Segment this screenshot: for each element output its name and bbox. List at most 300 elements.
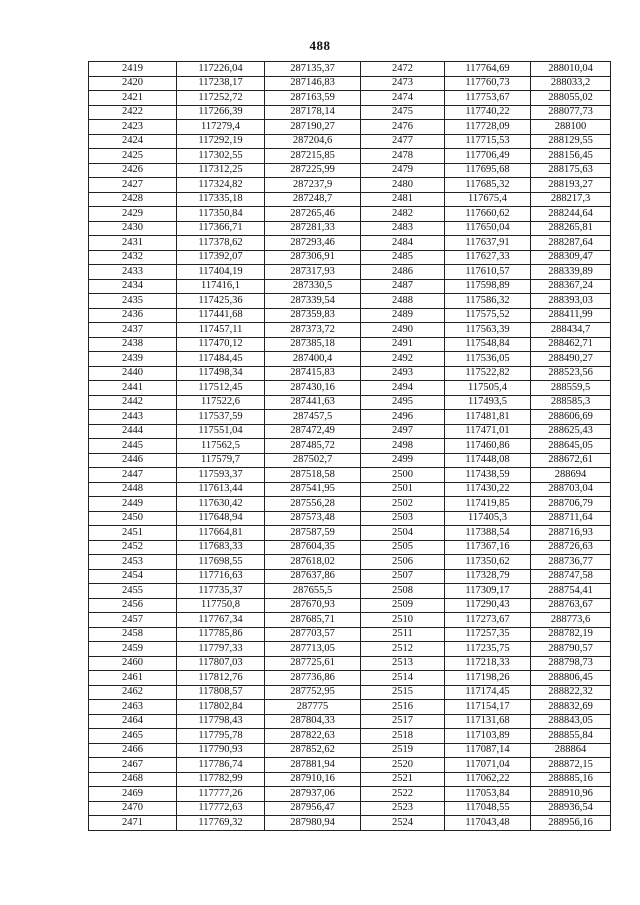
- x-coordinate-left-cell: 117484,45: [177, 352, 265, 367]
- coordinates-table-container: [88, 61, 610, 831]
- x-coordinate-right-cell: 117071,04: [445, 758, 531, 773]
- y-coordinate-left-cell: 287881,94: [265, 758, 361, 773]
- table-row: [89, 482, 611, 497]
- y-coordinate-left-cell: 287339,54: [265, 294, 361, 309]
- x-coordinate-left-cell: 117522,6: [177, 395, 265, 410]
- x-coordinate-left-cell: 117551,04: [177, 424, 265, 439]
- table-row: [89, 453, 611, 468]
- table-row: [89, 671, 611, 686]
- y-coordinate-right-cell: 288217,3: [531, 192, 611, 207]
- x-coordinate-right-cell: 117257,35: [445, 627, 531, 642]
- x-coordinate-right-cell: 117764,69: [445, 62, 531, 77]
- x-coordinate-left-cell: 117698,55: [177, 555, 265, 570]
- point-number-right-cell: 2510: [361, 613, 445, 628]
- point-number-right-cell: 2513: [361, 656, 445, 671]
- table-row: [89, 584, 611, 599]
- y-coordinate-right-cell: 288798,73: [531, 656, 611, 671]
- coordinates-table: [88, 61, 611, 831]
- point-number-left-cell: 2437: [89, 323, 177, 338]
- table-row: [89, 366, 611, 381]
- point-number-right-cell: 2482: [361, 207, 445, 222]
- y-coordinate-right-cell: 288393,03: [531, 294, 611, 309]
- y-coordinate-left-cell: 287685,71: [265, 613, 361, 628]
- table-row: [89, 236, 611, 251]
- x-coordinate-right-cell: 117598,89: [445, 279, 531, 294]
- point-number-right-cell: 2500: [361, 468, 445, 483]
- point-number-right-cell: 2505: [361, 540, 445, 555]
- table-row: [89, 714, 611, 729]
- x-coordinate-right-cell: 117430,22: [445, 482, 531, 497]
- y-coordinate-right-cell: 288033,2: [531, 76, 611, 91]
- x-coordinate-right-cell: 117235,75: [445, 642, 531, 657]
- x-coordinate-left-cell: 117252,72: [177, 91, 265, 106]
- point-number-left-cell: 2444: [89, 424, 177, 439]
- y-coordinate-right-cell: 288864: [531, 743, 611, 758]
- x-coordinate-right-cell: 117448,08: [445, 453, 531, 468]
- x-coordinate-left-cell: 117769,32: [177, 816, 265, 831]
- x-coordinate-right-cell: 117388,54: [445, 526, 531, 541]
- point-number-left-cell: 2425: [89, 149, 177, 164]
- x-coordinate-left-cell: 117312,25: [177, 163, 265, 178]
- x-coordinate-right-cell: 117536,05: [445, 352, 531, 367]
- x-coordinate-right-cell: 117087,14: [445, 743, 531, 758]
- y-coordinate-left-cell: 287281,33: [265, 221, 361, 236]
- point-number-left-cell: 2422: [89, 105, 177, 120]
- y-coordinate-right-cell: 288910,96: [531, 787, 611, 802]
- table-row: [89, 511, 611, 526]
- point-number-right-cell: 2507: [361, 569, 445, 584]
- y-coordinate-left-cell: 287237,9: [265, 178, 361, 193]
- x-coordinate-left-cell: 117470,12: [177, 337, 265, 352]
- point-number-left-cell: 2468: [89, 772, 177, 787]
- x-coordinate-right-cell: 117740,22: [445, 105, 531, 120]
- point-number-right-cell: 2483: [361, 221, 445, 236]
- table-row: [89, 279, 611, 294]
- y-coordinate-right-cell: 288706,79: [531, 497, 611, 512]
- point-number-left-cell: 2423: [89, 120, 177, 135]
- y-coordinate-left-cell: 287441,63: [265, 395, 361, 410]
- y-coordinate-right-cell: 288782,19: [531, 627, 611, 642]
- table-row: [89, 685, 611, 700]
- x-coordinate-right-cell: 117309,17: [445, 584, 531, 599]
- point-number-left-cell: 2426: [89, 163, 177, 178]
- point-number-right-cell: 2517: [361, 714, 445, 729]
- y-coordinate-right-cell: 288645,05: [531, 439, 611, 454]
- point-number-right-cell: 2481: [361, 192, 445, 207]
- point-number-left-cell: 2448: [89, 482, 177, 497]
- table-row: [89, 76, 611, 91]
- x-coordinate-left-cell: 117498,34: [177, 366, 265, 381]
- table-row: [89, 569, 611, 584]
- table-row: [89, 352, 611, 367]
- x-coordinate-left-cell: 117335,18: [177, 192, 265, 207]
- x-coordinate-left-cell: 117807,03: [177, 656, 265, 671]
- x-coordinate-left-cell: 117324,82: [177, 178, 265, 193]
- table-row: [89, 178, 611, 193]
- y-coordinate-left-cell: 287359,83: [265, 308, 361, 323]
- x-coordinate-right-cell: 117575,52: [445, 308, 531, 323]
- y-coordinate-right-cell: 288606,69: [531, 410, 611, 425]
- x-coordinate-right-cell: 117218,33: [445, 656, 531, 671]
- y-coordinate-right-cell: 288806,45: [531, 671, 611, 686]
- y-coordinate-left-cell: 287204,6: [265, 134, 361, 149]
- point-number-right-cell: 2475: [361, 105, 445, 120]
- point-number-left-cell: 2467: [89, 758, 177, 773]
- y-coordinate-right-cell: 288936,54: [531, 801, 611, 816]
- x-coordinate-left-cell: 117767,34: [177, 613, 265, 628]
- table-row: [89, 540, 611, 555]
- x-coordinate-right-cell: 117760,73: [445, 76, 531, 91]
- table-row: [89, 62, 611, 77]
- point-number-left-cell: 2450: [89, 511, 177, 526]
- x-coordinate-right-cell: 117367,16: [445, 540, 531, 555]
- y-coordinate-left-cell: 287713,05: [265, 642, 361, 657]
- x-coordinate-right-cell: 117481,81: [445, 410, 531, 425]
- x-coordinate-left-cell: 117350,84: [177, 207, 265, 222]
- y-coordinate-left-cell: 287485,72: [265, 439, 361, 454]
- table-row: [89, 758, 611, 773]
- x-coordinate-right-cell: 117273,67: [445, 613, 531, 628]
- y-coordinate-left-cell: 287618,02: [265, 555, 361, 570]
- point-number-left-cell: 2429: [89, 207, 177, 222]
- point-number-right-cell: 2512: [361, 642, 445, 657]
- point-number-left-cell: 2439: [89, 352, 177, 367]
- y-coordinate-right-cell: 288855,84: [531, 729, 611, 744]
- x-coordinate-right-cell: 117471,01: [445, 424, 531, 439]
- x-coordinate-right-cell: 117706,49: [445, 149, 531, 164]
- x-coordinate-right-cell: 117460,86: [445, 439, 531, 454]
- point-number-left-cell: 2434: [89, 279, 177, 294]
- point-number-right-cell: 2492: [361, 352, 445, 367]
- y-coordinate-right-cell: 288129,55: [531, 134, 611, 149]
- point-number-left-cell: 2469: [89, 787, 177, 802]
- point-number-right-cell: 2511: [361, 627, 445, 642]
- point-number-left-cell: 2455: [89, 584, 177, 599]
- table-row: [89, 700, 611, 715]
- point-number-left-cell: 2465: [89, 729, 177, 744]
- x-coordinate-right-cell: 117419,85: [445, 497, 531, 512]
- point-number-right-cell: 2478: [361, 149, 445, 164]
- x-coordinate-left-cell: 117579,7: [177, 453, 265, 468]
- point-number-right-cell: 2496: [361, 410, 445, 425]
- y-coordinate-right-cell: 288754,41: [531, 584, 611, 599]
- point-number-right-cell: 2522: [361, 787, 445, 802]
- table-row: [89, 410, 611, 425]
- x-coordinate-left-cell: 117457,11: [177, 323, 265, 338]
- y-coordinate-left-cell: 287385,18: [265, 337, 361, 352]
- y-coordinate-left-cell: 287604,35: [265, 540, 361, 555]
- coordinates-table-body: [89, 62, 611, 831]
- y-coordinate-left-cell: 287330,5: [265, 279, 361, 294]
- table-row: [89, 337, 611, 352]
- y-coordinate-right-cell: 288736,77: [531, 555, 611, 570]
- point-number-right-cell: 2497: [361, 424, 445, 439]
- x-coordinate-right-cell: 117062,22: [445, 772, 531, 787]
- x-coordinate-left-cell: 117593,37: [177, 468, 265, 483]
- y-coordinate-left-cell: 287852,62: [265, 743, 361, 758]
- point-number-right-cell: 2504: [361, 526, 445, 541]
- x-coordinate-right-cell: 117637,91: [445, 236, 531, 251]
- point-number-right-cell: 2494: [361, 381, 445, 396]
- point-number-right-cell: 2484: [361, 236, 445, 251]
- x-coordinate-left-cell: 117279,4: [177, 120, 265, 135]
- y-coordinate-right-cell: 288773,6: [531, 613, 611, 628]
- point-number-right-cell: 2493: [361, 366, 445, 381]
- y-coordinate-left-cell: 287910,16: [265, 772, 361, 787]
- table-row: [89, 787, 611, 802]
- table-row: [89, 816, 611, 831]
- point-number-left-cell: 2435: [89, 294, 177, 309]
- y-coordinate-left-cell: 287225,99: [265, 163, 361, 178]
- y-coordinate-right-cell: 288434,7: [531, 323, 611, 338]
- y-coordinate-left-cell: 287146,83: [265, 76, 361, 91]
- point-number-right-cell: 2515: [361, 685, 445, 700]
- point-number-left-cell: 2442: [89, 395, 177, 410]
- point-number-left-cell: 2461: [89, 671, 177, 686]
- x-coordinate-right-cell: 117290,43: [445, 598, 531, 613]
- table-row: [89, 424, 611, 439]
- y-coordinate-left-cell: 287573,48: [265, 511, 361, 526]
- y-coordinate-right-cell: 288193,27: [531, 178, 611, 193]
- point-number-right-cell: 2472: [361, 62, 445, 77]
- y-coordinate-left-cell: 287415,83: [265, 366, 361, 381]
- y-coordinate-right-cell: 288956,16: [531, 816, 611, 831]
- y-coordinate-right-cell: 288747,58: [531, 569, 611, 584]
- x-coordinate-right-cell: 117103,89: [445, 729, 531, 744]
- x-coordinate-right-cell: 117728,09: [445, 120, 531, 135]
- table-row: [89, 323, 611, 338]
- point-number-right-cell: 2521: [361, 772, 445, 787]
- x-coordinate-left-cell: 117716,63: [177, 569, 265, 584]
- point-number-right-cell: 2516: [361, 700, 445, 715]
- x-coordinate-right-cell: 117053,84: [445, 787, 531, 802]
- x-coordinate-left-cell: 117226,04: [177, 62, 265, 77]
- point-number-left-cell: 2441: [89, 381, 177, 396]
- y-coordinate-right-cell: 288411,99: [531, 308, 611, 323]
- point-number-right-cell: 2477: [361, 134, 445, 149]
- point-number-right-cell: 2519: [361, 743, 445, 758]
- table-row: [89, 250, 611, 265]
- x-coordinate-left-cell: 117802,84: [177, 700, 265, 715]
- x-coordinate-right-cell: 117505,4: [445, 381, 531, 396]
- y-coordinate-left-cell: 287587,59: [265, 526, 361, 541]
- y-coordinate-left-cell: 287472,49: [265, 424, 361, 439]
- y-coordinate-left-cell: 287556,28: [265, 497, 361, 512]
- y-coordinate-left-cell: 287265,46: [265, 207, 361, 222]
- table-row: [89, 613, 611, 628]
- x-coordinate-right-cell: 117548,84: [445, 337, 531, 352]
- x-coordinate-left-cell: 117772,63: [177, 801, 265, 816]
- point-number-right-cell: 2502: [361, 497, 445, 512]
- point-number-right-cell: 2480: [361, 178, 445, 193]
- y-coordinate-right-cell: 288523,56: [531, 366, 611, 381]
- y-coordinate-left-cell: 287937,06: [265, 787, 361, 802]
- y-coordinate-right-cell: 288885,16: [531, 772, 611, 787]
- point-number-right-cell: 2491: [361, 337, 445, 352]
- x-coordinate-right-cell: 117627,33: [445, 250, 531, 265]
- table-row: [89, 468, 611, 483]
- point-number-right-cell: 2520: [361, 758, 445, 773]
- x-coordinate-left-cell: 117750,8: [177, 598, 265, 613]
- x-coordinate-right-cell: 117154,17: [445, 700, 531, 715]
- x-coordinate-left-cell: 117812,76: [177, 671, 265, 686]
- x-coordinate-left-cell: 117777,26: [177, 787, 265, 802]
- x-coordinate-right-cell: 117174,45: [445, 685, 531, 700]
- x-coordinate-left-cell: 117782,99: [177, 772, 265, 787]
- point-number-left-cell: 2458: [89, 627, 177, 642]
- point-number-left-cell: 2420: [89, 76, 177, 91]
- point-number-right-cell: 2495: [361, 395, 445, 410]
- table-row: [89, 207, 611, 222]
- y-coordinate-right-cell: 288367,24: [531, 279, 611, 294]
- y-coordinate-right-cell: 288790,57: [531, 642, 611, 657]
- y-coordinate-right-cell: 288585,3: [531, 395, 611, 410]
- y-coordinate-left-cell: 287637,86: [265, 569, 361, 584]
- x-coordinate-right-cell: 117685,32: [445, 178, 531, 193]
- x-coordinate-left-cell: 117785,86: [177, 627, 265, 642]
- point-number-right-cell: 2498: [361, 439, 445, 454]
- y-coordinate-right-cell: 288843,05: [531, 714, 611, 729]
- point-number-left-cell: 2431: [89, 236, 177, 251]
- table-row: [89, 801, 611, 816]
- point-number-left-cell: 2466: [89, 743, 177, 758]
- y-coordinate-left-cell: 287518,58: [265, 468, 361, 483]
- point-number-left-cell: 2454: [89, 569, 177, 584]
- x-coordinate-left-cell: 117512,45: [177, 381, 265, 396]
- x-coordinate-left-cell: 117683,33: [177, 540, 265, 555]
- x-coordinate-left-cell: 117416,1: [177, 279, 265, 294]
- y-coordinate-left-cell: 287822,63: [265, 729, 361, 744]
- x-coordinate-left-cell: 117392,07: [177, 250, 265, 265]
- x-coordinate-left-cell: 117404,19: [177, 265, 265, 280]
- y-coordinate-left-cell: 287670,93: [265, 598, 361, 613]
- table-row: [89, 149, 611, 164]
- point-number-left-cell: 2421: [89, 91, 177, 106]
- x-coordinate-left-cell: 117613,44: [177, 482, 265, 497]
- table-row: [89, 294, 611, 309]
- point-number-left-cell: 2433: [89, 265, 177, 280]
- x-coordinate-right-cell: 117586,32: [445, 294, 531, 309]
- y-coordinate-left-cell: 287752,95: [265, 685, 361, 700]
- y-coordinate-right-cell: 288055,02: [531, 91, 611, 106]
- x-coordinate-left-cell: 117562,5: [177, 439, 265, 454]
- x-coordinate-right-cell: 117350,62: [445, 555, 531, 570]
- point-number-right-cell: 2485: [361, 250, 445, 265]
- y-coordinate-right-cell: 288559,5: [531, 381, 611, 396]
- y-coordinate-right-cell: 288716,93: [531, 526, 611, 541]
- y-coordinate-left-cell: 287980,94: [265, 816, 361, 831]
- point-number-left-cell: 2419: [89, 62, 177, 77]
- point-number-right-cell: 2503: [361, 511, 445, 526]
- y-coordinate-right-cell: 288156,45: [531, 149, 611, 164]
- table-row: [89, 308, 611, 323]
- y-coordinate-left-cell: 287457,5: [265, 410, 361, 425]
- point-number-left-cell: 2447: [89, 468, 177, 483]
- point-number-left-cell: 2471: [89, 816, 177, 831]
- y-coordinate-right-cell: 288763,67: [531, 598, 611, 613]
- x-coordinate-right-cell: 117650,04: [445, 221, 531, 236]
- y-coordinate-left-cell: 287135,37: [265, 62, 361, 77]
- y-coordinate-right-cell: 288287,64: [531, 236, 611, 251]
- point-number-left-cell: 2449: [89, 497, 177, 512]
- y-coordinate-left-cell: 287248,7: [265, 192, 361, 207]
- x-coordinate-left-cell: 117292,19: [177, 134, 265, 149]
- point-number-left-cell: 2443: [89, 410, 177, 425]
- x-coordinate-left-cell: 117266,39: [177, 105, 265, 120]
- y-coordinate-right-cell: 288490,27: [531, 352, 611, 367]
- table-row: [89, 381, 611, 396]
- y-coordinate-right-cell: 288077,73: [531, 105, 611, 120]
- x-coordinate-left-cell: 117664,81: [177, 526, 265, 541]
- point-number-right-cell: 2523: [361, 801, 445, 816]
- table-row: [89, 439, 611, 454]
- y-coordinate-left-cell: 287703,57: [265, 627, 361, 642]
- y-coordinate-right-cell: 288822,32: [531, 685, 611, 700]
- point-number-right-cell: 2506: [361, 555, 445, 570]
- point-number-left-cell: 2456: [89, 598, 177, 613]
- y-coordinate-right-cell: 288100: [531, 120, 611, 135]
- y-coordinate-left-cell: 287655,5: [265, 584, 361, 599]
- y-coordinate-left-cell: 287373,72: [265, 323, 361, 338]
- y-coordinate-right-cell: 288672,61: [531, 453, 611, 468]
- x-coordinate-left-cell: 117798,43: [177, 714, 265, 729]
- y-coordinate-left-cell: 287502,7: [265, 453, 361, 468]
- y-coordinate-left-cell: 287293,46: [265, 236, 361, 251]
- x-coordinate-right-cell: 117660,62: [445, 207, 531, 222]
- table-row: [89, 526, 611, 541]
- page-number: 488: [309, 38, 331, 53]
- point-number-right-cell: 2486: [361, 265, 445, 280]
- x-coordinate-right-cell: 117522,82: [445, 366, 531, 381]
- x-coordinate-left-cell: 117366,71: [177, 221, 265, 236]
- point-number-left-cell: 2459: [89, 642, 177, 657]
- table-row: [89, 598, 611, 613]
- y-coordinate-right-cell: 288309,47: [531, 250, 611, 265]
- table-row: [89, 120, 611, 135]
- point-number-right-cell: 2476: [361, 120, 445, 135]
- y-coordinate-left-cell: 287804,33: [265, 714, 361, 729]
- y-coordinate-right-cell: 288265,81: [531, 221, 611, 236]
- x-coordinate-left-cell: 117441,68: [177, 308, 265, 323]
- y-coordinate-left-cell: 287400,4: [265, 352, 361, 367]
- point-number-left-cell: 2453: [89, 555, 177, 570]
- y-coordinate-right-cell: 288244,64: [531, 207, 611, 222]
- point-number-left-cell: 2470: [89, 801, 177, 816]
- point-number-left-cell: 2424: [89, 134, 177, 149]
- y-coordinate-right-cell: 288872,15: [531, 758, 611, 773]
- point-number-left-cell: 2428: [89, 192, 177, 207]
- point-number-left-cell: 2463: [89, 700, 177, 715]
- point-number-right-cell: 2501: [361, 482, 445, 497]
- y-coordinate-left-cell: 287541,95: [265, 482, 361, 497]
- table-row: [89, 555, 611, 570]
- point-number-left-cell: 2451: [89, 526, 177, 541]
- point-number-right-cell: 2518: [361, 729, 445, 744]
- y-coordinate-right-cell: 288010,04: [531, 62, 611, 77]
- x-coordinate-left-cell: 117378,62: [177, 236, 265, 251]
- table-row: [89, 743, 611, 758]
- x-coordinate-right-cell: 117675,4: [445, 192, 531, 207]
- point-number-right-cell: 2508: [361, 584, 445, 599]
- y-coordinate-right-cell: 288694: [531, 468, 611, 483]
- table-row: [89, 772, 611, 787]
- x-coordinate-right-cell: 117493,5: [445, 395, 531, 410]
- point-number-left-cell: 2445: [89, 439, 177, 454]
- table-row: [89, 656, 611, 671]
- table-row: [89, 163, 611, 178]
- y-coordinate-left-cell: 287306,91: [265, 250, 361, 265]
- table-row: [89, 497, 611, 512]
